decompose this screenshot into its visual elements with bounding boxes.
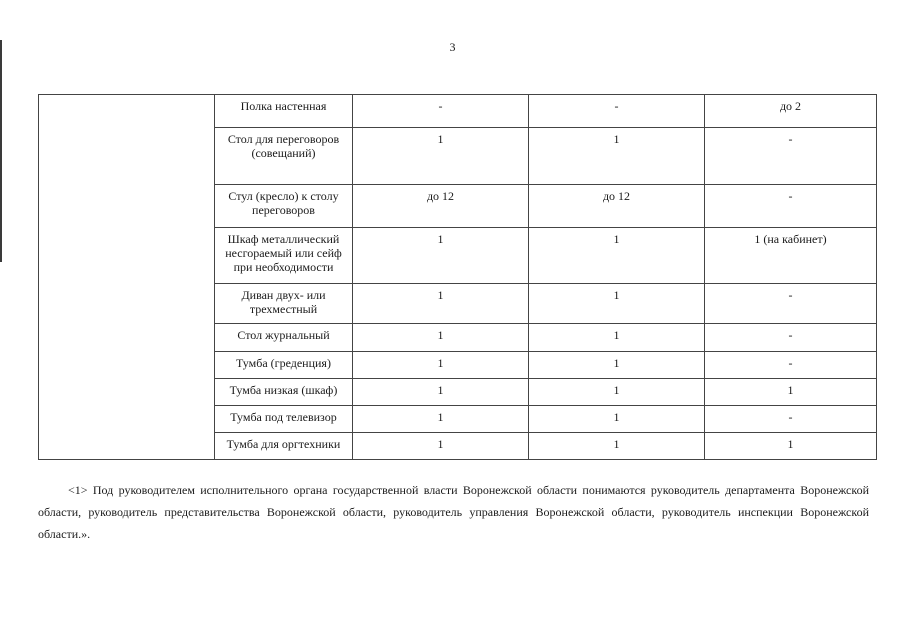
value-cell: -: [705, 185, 877, 228]
item-name-cell: Стол журнальный: [215, 324, 353, 352]
item-name-cell: Тумба под телевизор: [215, 406, 353, 433]
value-cell: 1: [529, 128, 705, 185]
scan-edge-line: [0, 40, 2, 262]
footnote: <1> Под руководителем исполнительного органа государственной власти Воронежской области понимаются руководитель департамента Воронежской области, руководитель представительства Воронежской области, руководитель управления Воронежской области, руководитель инспекции Воронежской области.».: [38, 483, 869, 541]
item-name-cell: Тумба для оргтехники: [215, 433, 353, 460]
value-cell: -: [705, 352, 877, 379]
value-cell: -: [353, 95, 529, 128]
item-name-cell: Стул (кресло) к столу переговоров: [215, 185, 353, 228]
value-cell: -: [705, 406, 877, 433]
item-name-cell: Тумба низкая (шкаф): [215, 379, 353, 406]
value-cell: 1: [529, 406, 705, 433]
value-cell: 1: [529, 284, 705, 324]
value-cell: 1: [353, 324, 529, 352]
value-cell: 1: [353, 284, 529, 324]
value-cell: 1: [705, 433, 877, 460]
table-row: [39, 95, 877, 128]
page-number: 3: [449, 40, 456, 54]
value-cell: 1: [529, 379, 705, 406]
value-cell: -: [705, 284, 877, 324]
value-cell: 1: [529, 352, 705, 379]
value-cell: -: [705, 128, 877, 185]
item-name-cell: Диван двух- или трехместный: [215, 284, 353, 324]
value-cell: 1: [529, 228, 705, 284]
value-cell: 1: [529, 324, 705, 352]
value-cell: 1 (на кабинет): [705, 228, 877, 284]
item-name-cell: Шкаф металлический несгораемый или сейф при необходимости: [215, 228, 353, 284]
value-cell: 1: [705, 379, 877, 406]
value-cell: -: [529, 95, 705, 128]
value-cell: 1: [353, 352, 529, 379]
value-cell: 1: [353, 433, 529, 460]
value-cell: до 2: [705, 95, 877, 128]
value-cell: до 12: [529, 185, 705, 228]
value-cell: 1: [353, 379, 529, 406]
value-cell: 1: [353, 406, 529, 433]
group-cell: [39, 95, 215, 460]
item-name-cell: Тумба (греденция): [215, 352, 353, 379]
value-cell: -: [705, 324, 877, 352]
value-cell: 1: [353, 228, 529, 284]
item-name-cell: Стол для переговоров (совещаний): [215, 128, 353, 185]
furniture-table: [38, 94, 877, 460]
value-cell: до 12: [353, 185, 529, 228]
value-cell: 1: [353, 128, 529, 185]
item-name-cell: Полка настенная: [215, 95, 353, 128]
value-cell: 1: [529, 433, 705, 460]
